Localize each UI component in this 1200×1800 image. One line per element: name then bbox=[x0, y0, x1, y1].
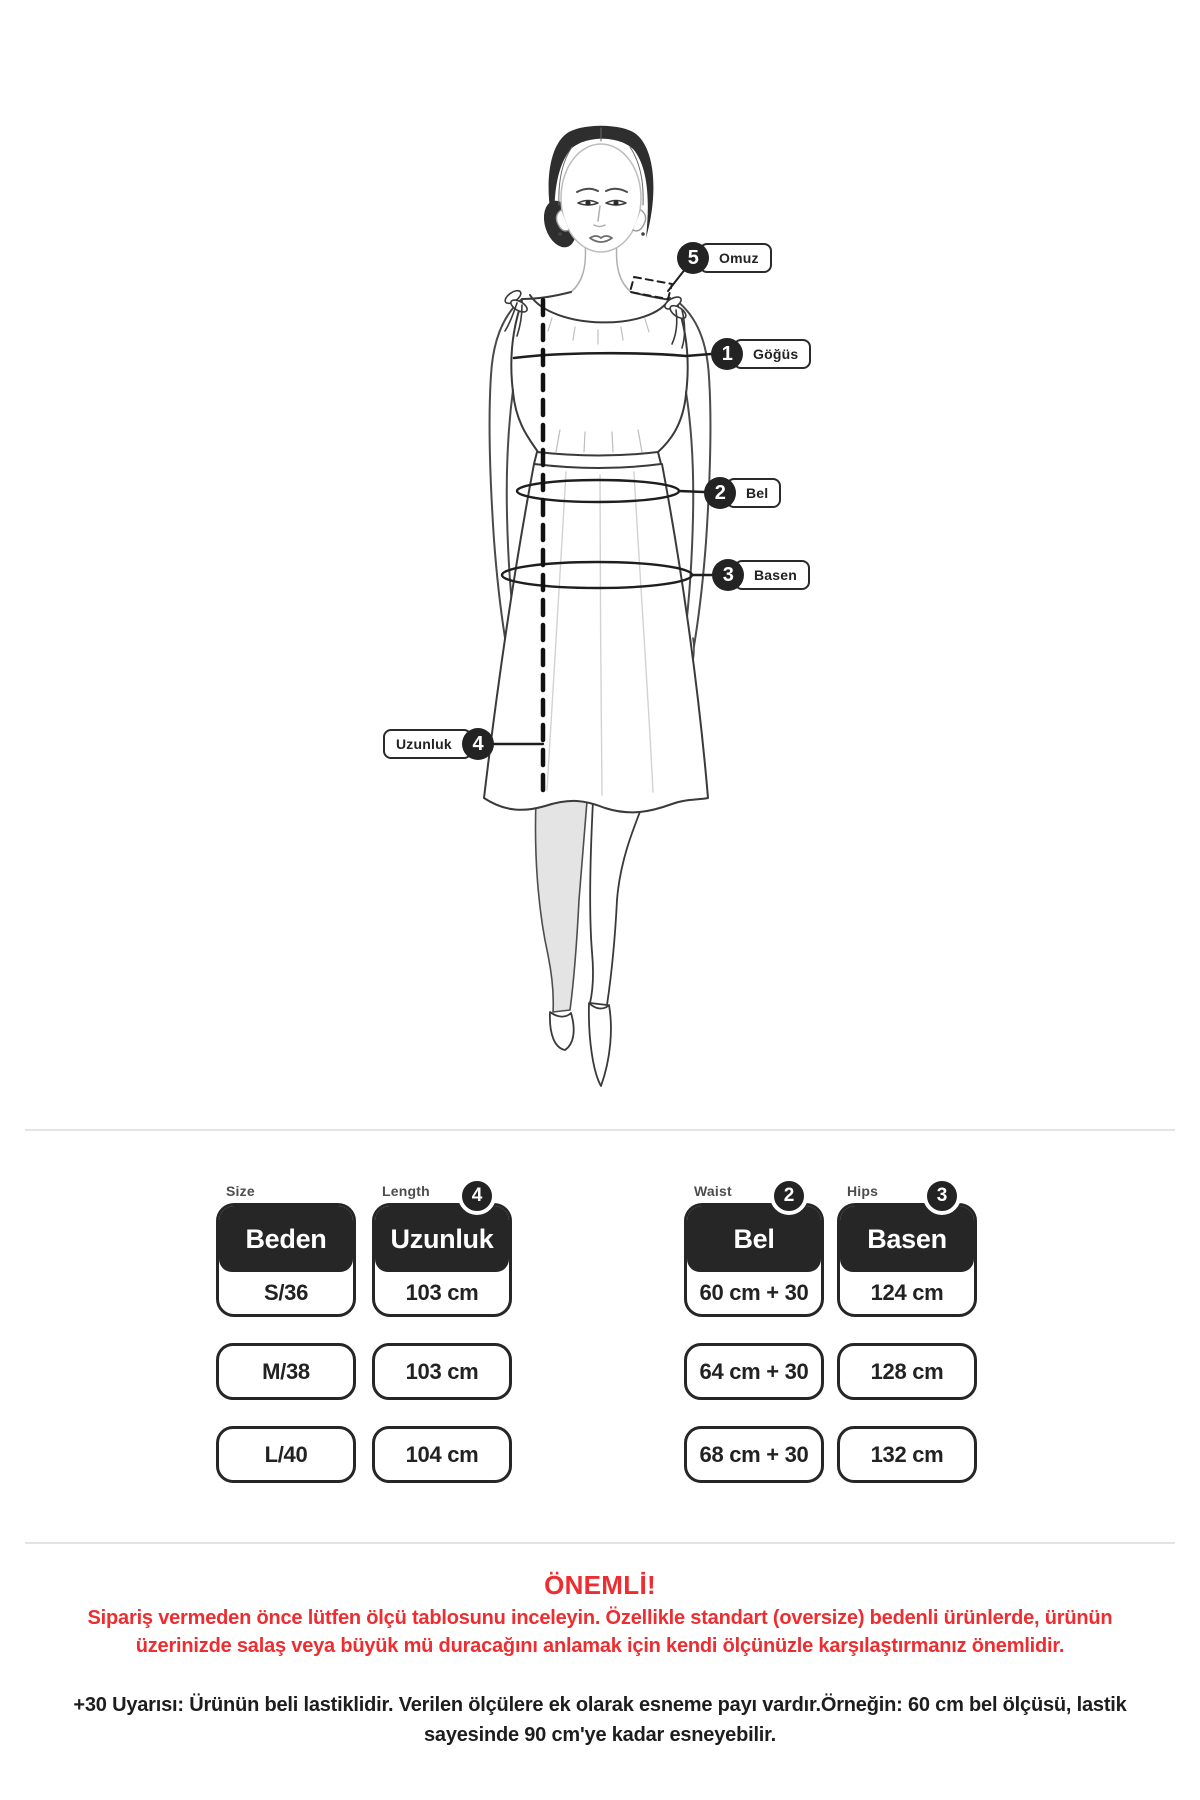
head bbox=[538, 126, 653, 293]
table-badge-4: 4 bbox=[458, 1177, 496, 1215]
table-cell: 124 cm bbox=[870, 1280, 944, 1305]
column-header: Uzunluk bbox=[375, 1206, 509, 1272]
callout-gogus bbox=[711, 338, 811, 370]
table-cell: 64 cm + 30 bbox=[684, 1343, 824, 1400]
warning-text-red: Sipariş vermeden önce lütfen ölçü tablosunu inceleyin. Özellikle standart (oversize) bedenli ürünlerde, ürünün üzerinizde salaş veya büyük mü duracağını anlamak için kendi ölçünüzle karşılaştırmanız önemlidir. bbox=[87, 1607, 1113, 1657]
back-leg bbox=[536, 800, 588, 1012]
front-leg bbox=[590, 801, 643, 1005]
shoulder-bow-right bbox=[663, 295, 688, 348]
size-table-column-basen bbox=[837, 1183, 977, 1483]
column-header: Basen bbox=[840, 1206, 974, 1272]
table-badge-2: 2 bbox=[770, 1177, 808, 1215]
waistband bbox=[534, 452, 661, 468]
woman-sketch bbox=[466, 126, 712, 1086]
table-cell: 104 cm bbox=[372, 1426, 512, 1483]
bodice bbox=[511, 301, 687, 452]
measure-badge-5: 5 bbox=[677, 242, 709, 274]
table-cell: S/36 bbox=[263, 1280, 309, 1305]
measure-badge-3: 3 bbox=[712, 559, 744, 591]
shoulder-dashed-box bbox=[630, 277, 672, 299]
column-header: Bel bbox=[687, 1206, 821, 1272]
table-cell: 68 cm + 30 bbox=[684, 1426, 824, 1483]
column-eyebrow: Waist bbox=[694, 1183, 732, 1199]
column-header-card bbox=[837, 1203, 977, 1317]
table-badge-3: 3 bbox=[923, 1177, 961, 1215]
column-header-card bbox=[684, 1203, 824, 1317]
table-cell: 60 cm + 30 bbox=[699, 1280, 809, 1305]
column-eyebrow: Length bbox=[382, 1183, 430, 1199]
callout-uzunluk bbox=[383, 728, 494, 760]
measure-label-basen: Basen bbox=[734, 560, 810, 590]
table-cell: 103 cm bbox=[372, 1343, 512, 1400]
callout-bel bbox=[704, 477, 781, 509]
divider-top bbox=[25, 1129, 1175, 1131]
callout-omuz bbox=[677, 242, 772, 274]
earring bbox=[641, 232, 645, 236]
measure-badge-1: 1 bbox=[711, 338, 743, 370]
divider-bottom bbox=[25, 1542, 1175, 1544]
warning-text-black: +30 Uyarısı: Ürünün beli lastiklidir. Verilen ölçülere ek olarak esneme payı vardır.Örneğin: 60 cm bel ölçüsü, lastik sayesinde 90 cm'ye kadar esneyebilir. bbox=[73, 1694, 1127, 1746]
waist-leader bbox=[679, 491, 704, 492]
measure-label-bel: Bel bbox=[726, 478, 781, 508]
back-shoe bbox=[550, 1012, 574, 1050]
important-title: ÖNEMLİ! bbox=[544, 1570, 656, 1600]
measure-label-gogus: Göğüs bbox=[733, 339, 811, 369]
callout-basen bbox=[712, 559, 810, 591]
column-header-card bbox=[216, 1203, 356, 1317]
face bbox=[561, 144, 641, 252]
earring bbox=[558, 232, 562, 236]
size-table-column-uzunluk bbox=[372, 1183, 512, 1483]
size-table-column-beden bbox=[216, 1183, 356, 1483]
measure-badge-2: 2 bbox=[704, 477, 736, 509]
table-cell: 128 cm bbox=[837, 1343, 977, 1400]
table-cell: 103 cm bbox=[405, 1280, 479, 1305]
legs bbox=[536, 800, 644, 1086]
skirt bbox=[484, 464, 708, 812]
column-header: Beden bbox=[219, 1206, 353, 1272]
size-table-column-bel bbox=[684, 1183, 824, 1483]
column-eyebrow: Size bbox=[226, 1183, 255, 1199]
table-cell: L/40 bbox=[216, 1426, 356, 1483]
table-cell: 132 cm bbox=[837, 1426, 977, 1483]
measure-badge-4: 4 bbox=[462, 728, 494, 760]
measure-label-uzunluk: Uzunluk bbox=[383, 729, 472, 759]
table-cell: M/38 bbox=[216, 1343, 356, 1400]
measure-label-omuz: Omuz bbox=[699, 243, 772, 273]
shoulder-bow-left bbox=[503, 288, 529, 336]
bodice-gathers bbox=[556, 430, 642, 452]
front-shoe bbox=[589, 1003, 611, 1086]
column-header-card bbox=[372, 1203, 512, 1317]
column-eyebrow: Hips bbox=[847, 1183, 879, 1199]
